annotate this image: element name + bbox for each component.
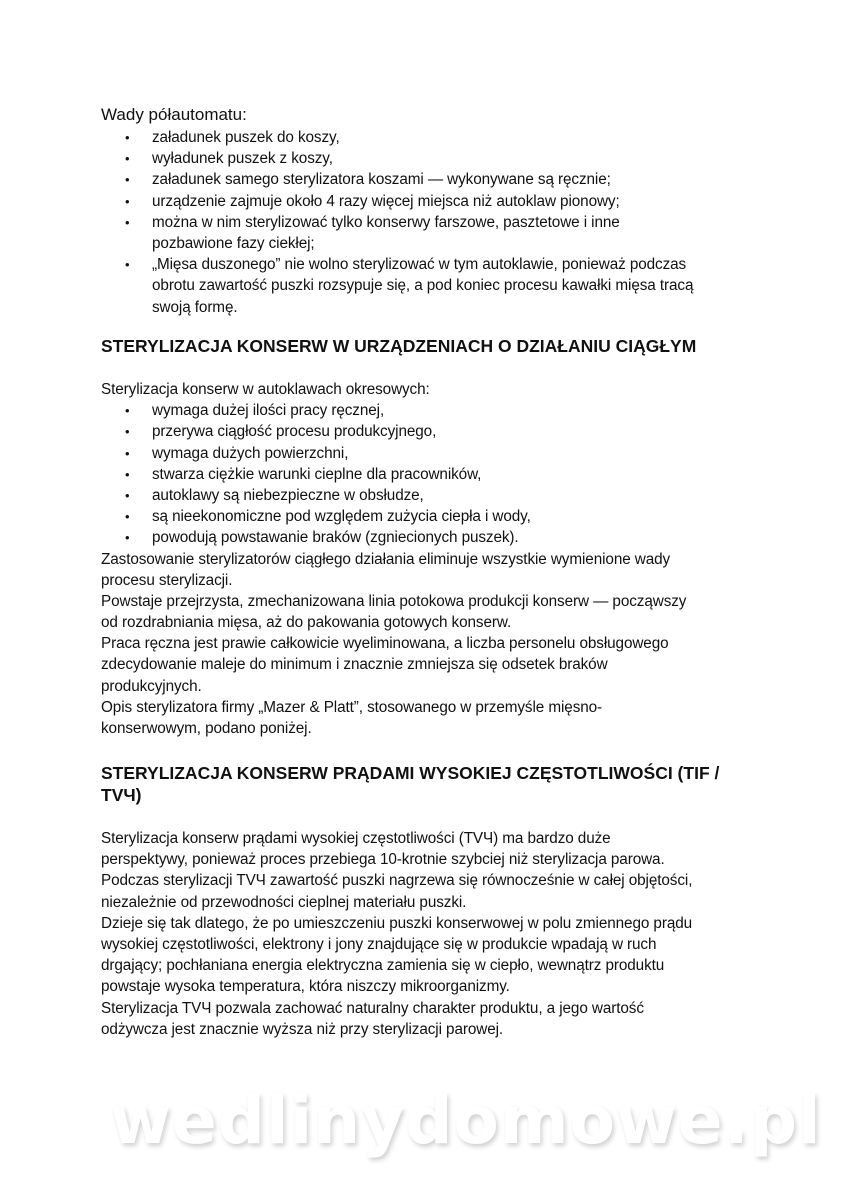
bullet-icon: •: [125, 445, 130, 461]
bullet-icon: •: [125, 530, 130, 546]
text-line: wysokiej częstotliwości, elektrony i jony znajdujące się w produkcie wpadają w ruch: [101, 935, 657, 953]
list-item-line: swoją formę.: [152, 298, 238, 316]
text-line: Sterylizacja TVЧ pozwala zachować naturalny charakter produktu, a jego wartość: [101, 999, 644, 1017]
section-intro: Sterylizacja konserw w autoklawach okresowych:: [101, 381, 430, 398]
list-item-line: można w nim sterylizować tylko konserwy farszowe, pasztetowe i inne: [152, 213, 620, 231]
text-line: procesu sterylizacji.: [101, 571, 233, 589]
list-item-line: wymaga dużej ilości pracy ręcznej,: [152, 402, 385, 420]
list-item: [101, 506, 781, 527]
text-line: drgający; pochłaniana energia elektryczna zamienia się w ciepło, wewnątrz produktu: [101, 957, 665, 975]
bullet-icon: •: [125, 130, 130, 145]
list-item-line: załadunek puszek do koszy,: [152, 129, 340, 146]
list-item: [101, 148, 781, 169]
list-item-line: są nieekonomiczne pod względem zużycia ciepła i wody,: [152, 508, 531, 526]
text-line: Zastosowanie sterylizatorów ciągłego działania eliminuje wszystkie wymienione wady: [101, 550, 671, 568]
text-line: Powstaje przejrzysta, zmechanizowana linia potokowa produkcji konserw — począwszy: [101, 592, 687, 610]
bullet-icon: •: [125, 403, 130, 419]
list-item-line: załadunek samego sterylizatora koszami — wykonywane są ręcznie;: [152, 171, 611, 189]
text-line: niezależnie od przewodności cieplnej materiału puszki.: [101, 893, 467, 911]
text-line: odżywcza jest znacznie wyższa niż przy sterylizacji parowej.: [101, 1020, 504, 1038]
section-heading-line: STERYLIZACJA KONSERW PRĄDAMI WYSOKIEJ CZĘSTOTLIWOŚCI (TIF /: [101, 763, 720, 783]
section-body: [101, 549, 781, 740]
list-item: [101, 485, 781, 506]
periodic-autoclave-drawbacks-list: [101, 400, 781, 548]
list-item: [101, 212, 781, 254]
section-high-frequency-sterilization: [101, 762, 781, 1040]
list-item-line: stwarza ciężkie warunki cieplne dla pracowników,: [152, 465, 482, 483]
list-item-line: przerywa ciągłość procesu produkcyjnego,: [152, 423, 437, 441]
text-line: od rozdrabniania mięsa, aż do pakowania gotowych konserw.: [101, 614, 512, 632]
bullet-icon: •: [125, 487, 130, 503]
list-item: [101, 127, 781, 148]
list-item: [101, 169, 781, 190]
bullet-icon: •: [125, 193, 130, 209]
drawbacks-list: [101, 127, 781, 318]
list-item-line: autoklawy są niebezpieczne w obsłudze,: [152, 486, 424, 504]
list-item-line: pozbawione fazy ciekłej;: [152, 234, 315, 252]
list-item: [101, 527, 781, 548]
list-item: [101, 400, 781, 421]
list-item: [101, 191, 781, 212]
text-line: Dzieje się tak dlatego, że po umieszczeniu puszki konserwowej w polu zmiennego prądu: [101, 914, 693, 932]
bullet-icon: •: [125, 257, 130, 273]
section-heading-line: TVЧ): [101, 785, 142, 805]
text-line: perspektywy, ponieważ proces przebiega 10-krotnie szybciej niż sterylizacja parowa.: [101, 851, 665, 869]
list-item-line: obrotu zawartość puszki rozsypuje się, a pod koniec procesu kawałki mięsa tracą: [152, 277, 694, 295]
text-line: Opis sterylizatora firmy „Mazer & Platt”, stosowanego w przemyśle mięsno-: [101, 698, 603, 716]
bullet-icon: •: [125, 172, 130, 188]
bullet-icon: •: [125, 509, 130, 525]
list-item-line: urządzenie zajmuje około 4 razy więcej miejsca niż autoklaw pionowy;: [152, 192, 620, 210]
text-line: Praca ręczna jest prawie całkowicie wyeliminowana, a liczba personelu obsługowego: [101, 635, 669, 653]
text-line: zdecydowanie maleje do minimum i znacznie zmniejsza się odsetek braków: [101, 656, 608, 674]
section-semi-automatic-drawbacks: [101, 103, 781, 318]
text-line: Podczas sterylizacji TVЧ zawartość puszki nagrzewa się równocześnie w całej objętości,: [101, 872, 693, 890]
list-item-line: powodują powstawanie braków (zgniecionych puszek).: [152, 529, 519, 547]
section-body: [101, 828, 781, 1040]
text-line: powstaje wysoka temperatura, która niszczy mikroorganizmy.: [101, 978, 510, 996]
bullet-icon: •: [125, 424, 130, 440]
list-item: [101, 421, 781, 442]
text-line: Sterylizacja konserw prądami wysokiej częstotliwości (TVЧ) ma bardzo duże: [101, 830, 611, 847]
list-item-line: „Mięsa duszonego” nie wolno sterylizować w tym autoklawie, ponieważ podczas: [152, 256, 687, 274]
section-intro: Wady półautomatu:: [101, 105, 247, 124]
text-line: produkcyjnych.: [101, 677, 202, 695]
list-item: [101, 443, 781, 464]
bullet-icon: •: [125, 151, 130, 167]
bullet-icon: •: [125, 466, 130, 482]
list-item-line: wyładunek puszek z koszy,: [152, 150, 333, 168]
section-heading: STERYLIZACJA KONSERW W URZĄDZENIACH O DZIAŁANIU CIĄGŁYM: [101, 336, 697, 356]
bullet-icon: •: [125, 214, 130, 230]
list-item-line: wymaga dużych powierzchni,: [152, 444, 349, 462]
section-continuous-sterilization: [101, 335, 781, 739]
text-line: konserwowym, podano poniżej.: [101, 720, 312, 737]
watermark: wedlinydomowe.pl: [110, 1082, 822, 1159]
list-item: [101, 464, 781, 485]
list-item: [101, 254, 781, 318]
